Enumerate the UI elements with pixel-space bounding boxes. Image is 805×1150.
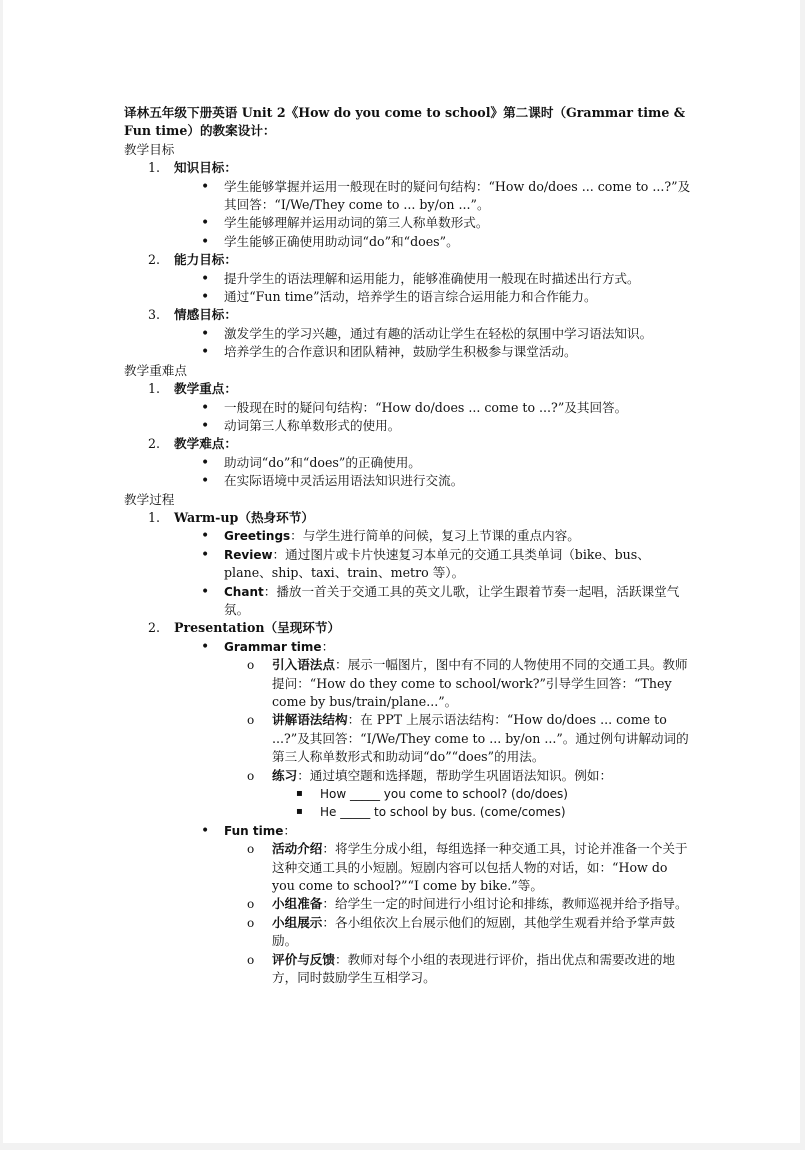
- lesson-plan-content: [124, 104, 694, 988]
- list-item: • 在实际语境中灵活运用语法知识进行交流。: [124, 472, 694, 490]
- list-number: 1.: [148, 160, 161, 176]
- list-number: 2.: [148, 620, 161, 636]
- colon: ：: [283, 822, 296, 838]
- item-key: 评价与反馈: [272, 951, 335, 967]
- list-item: • 学生能够掌握并运用一般现在时的疑问句结构：“How do/does ... come to ...?”及其回答：“I/We/They come to ... by/on ...”。: [124, 178, 694, 215]
- list-item: • 提升学生的语法理解和运用能力，能够准确使用一般现在时描述出行方式。: [124, 270, 694, 288]
- list-item: [124, 895, 694, 913]
- key-point-group: [124, 380, 694, 435]
- section-heading-objectives: 教学目标: [124, 141, 175, 157]
- list-item: [124, 656, 694, 711]
- process-list: [124, 509, 694, 988]
- list-item: • 学生能够正确使用助动词“do”和“does”。: [124, 233, 694, 251]
- item-text: ：播放一首关于交通工具的英文儿歌，让学生跟着节奏一起唱，活跃课堂气氛。: [224, 583, 680, 617]
- key-point-group: [124, 435, 694, 490]
- objectives-list: [124, 159, 694, 361]
- group-label: Presentation（呈现环节）: [174, 620, 341, 636]
- list-item: • 培养学生的合作意识和团队精神，鼓励学生积极参与课堂活动。: [124, 343, 694, 361]
- list-number: 3.: [148, 307, 161, 323]
- example-item: ▪ He _____ to school by bus. (come/comes): [124, 803, 694, 821]
- list-item: • 一般现在时的疑问句结构：“How do/does ... come to ...?”及其回答。: [124, 399, 694, 417]
- item-text: ：在 PPT 上展示语法结构：“How do/does ... come to ...?”及其回答：“I/We/They come to ... by/on ...”。通过例句讲解动词的第三人称单数形式和助动词“do”“does”的用法。: [272, 712, 689, 765]
- list-item: • 通过“Fun time”活动，培养学生的语言综合运用能力和合作能力。: [124, 288, 694, 306]
- colon: ：: [321, 638, 335, 654]
- group-label: 情感目标：: [174, 307, 237, 323]
- item-key: Chant: [224, 584, 264, 599]
- grammar-time-block: [124, 638, 694, 822]
- item-text: ：通过图片或卡片快速复习本单元的交通工具类单词（bike、bus、plane、ship、taxi、train、metro 等）。: [224, 546, 650, 581]
- presentation-group: [124, 619, 694, 987]
- section-heading-key-points: 教学重难点: [124, 362, 187, 378]
- item-text: ：给学生一定的时间进行小组讨论和排练，教师巡视并给予指导。: [322, 896, 688, 912]
- key-points-list: [124, 380, 694, 490]
- item-key: Review: [224, 547, 273, 562]
- objective-group: [124, 306, 694, 361]
- item-text: ：与学生进行简单的问候，复习上节课的重点内容。: [290, 528, 580, 544]
- item-key: 活动介绍: [272, 841, 323, 857]
- item-text: ：通过填空题和选择题，帮助学生巩固语法知识。例如：: [297, 767, 613, 783]
- subsection-label: Fun time: [224, 823, 284, 838]
- item-key: 小组展示: [272, 914, 323, 930]
- item-key: 小组准备: [272, 896, 323, 912]
- group-label: 教学重点：: [174, 381, 237, 397]
- document-title: 译林五年级下册英语 Unit 2《How do you come to school》第二课时（Grammar time & Fun time）的教案设计：: [124, 105, 686, 139]
- document-page: [3, 0, 800, 1143]
- list-item: [124, 546, 694, 583]
- item-key: 讲解语法结构: [272, 712, 348, 728]
- item-text: ：各小组依次上台展示他们的短剧，其他学生观看并给予掌声鼓励。: [272, 914, 675, 949]
- list-item: • 助动词“do”和“does”的正确使用。: [124, 454, 694, 472]
- item-key: 引入语法点: [272, 657, 335, 673]
- list-item: • 学生能够理解并运用动词的第三人称单数形式。: [124, 214, 694, 232]
- group-label: 知识目标：: [174, 160, 237, 176]
- subsection-label: Grammar time: [224, 639, 322, 654]
- fun-time-block: [124, 822, 694, 988]
- group-label: 能力目标：: [174, 252, 237, 268]
- list-number: 2.: [148, 436, 161, 452]
- item-text: ：教师对每个小组的表现进行评价，指出优点和需要改进的地方，同时鼓励学生互相学习。: [272, 951, 675, 986]
- example-item: ▪ How _____ you come to school? (do/does): [124, 785, 694, 803]
- item-text: ：展示一幅图片，图中有不同的人物使用不同的交通工具。教师提问：“How do they come to school/work?”引导学生回答：“They come by bus/train/plane...”。: [272, 657, 688, 709]
- list-number: 1.: [148, 381, 161, 397]
- list-item: [124, 840, 694, 895]
- group-label: Warm-up（热身环节）: [174, 509, 314, 525]
- section-heading-process: 教学过程: [124, 491, 175, 507]
- item-key: Greetings: [224, 529, 291, 544]
- list-item: [124, 527, 694, 545]
- list-item: [124, 914, 694, 951]
- list-number: 1.: [148, 509, 161, 525]
- item-text: ：将学生分成小组，每组选择一种交通工具，讨论并准备一个关于这种交通工具的小短剧。短剧内容可以包括人物的对话，如：“How do you come to school?”“I come by bike.”等。: [272, 841, 688, 894]
- warmup-group: [124, 509, 694, 619]
- list-item: • 激发学生的学习兴趣，通过有趣的活动让学生在轻松的氛围中学习语法知识。: [124, 325, 694, 343]
- group-label: 教学难点：: [174, 436, 237, 452]
- list-number: 2.: [148, 252, 161, 268]
- list-item: [124, 711, 694, 766]
- item-key: 练习: [272, 767, 298, 783]
- list-item: [124, 583, 694, 620]
- objective-group: [124, 251, 694, 306]
- list-item: • 动词第三人称单数形式的使用。: [124, 417, 694, 435]
- objective-group: [124, 159, 694, 251]
- list-item: [124, 951, 694, 988]
- practice-block: [124, 767, 694, 822]
